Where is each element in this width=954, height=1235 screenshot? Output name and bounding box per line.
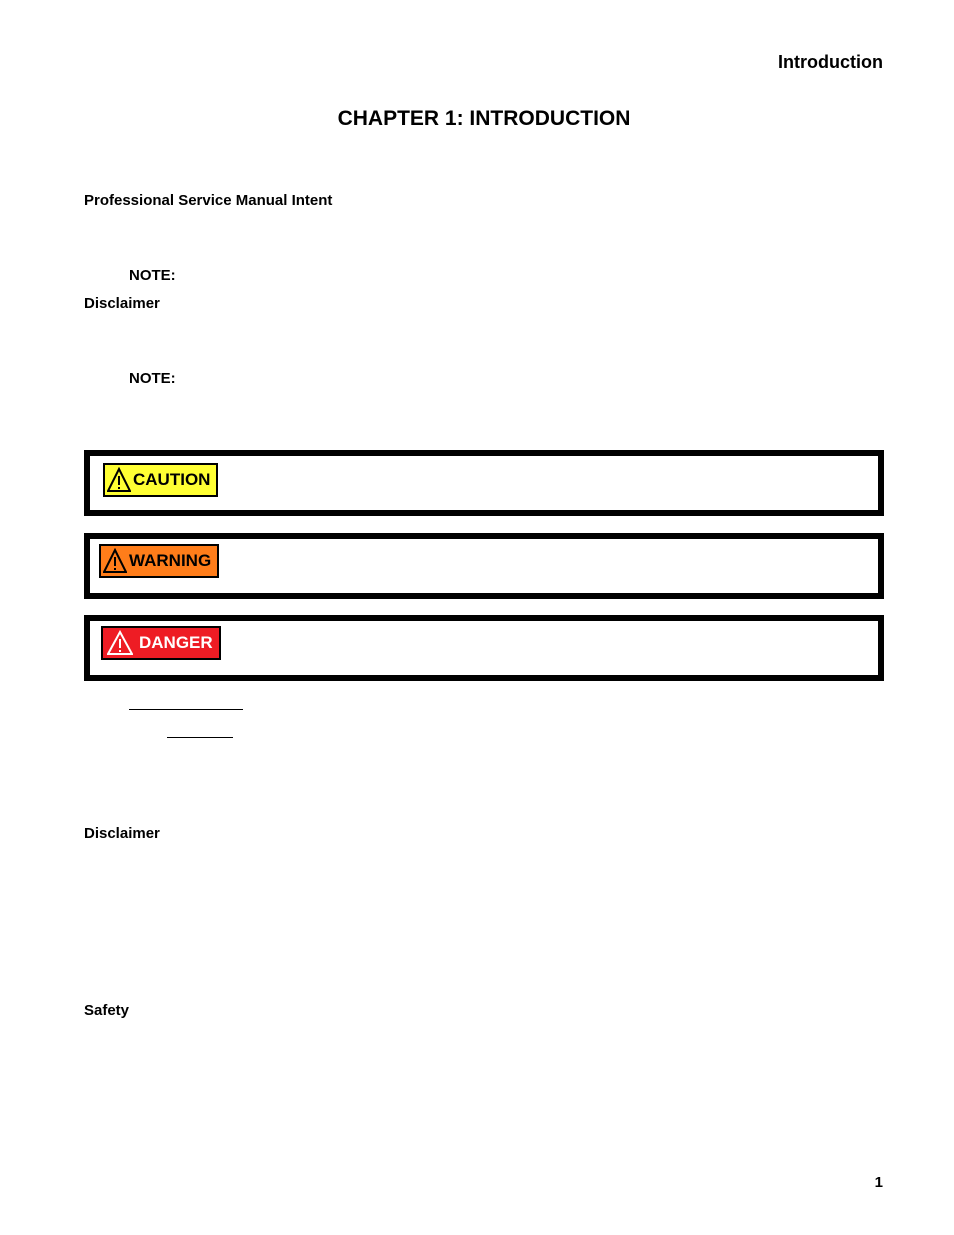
disclaimer-heading-1: Disclaimer	[84, 295, 160, 312]
danger-label: DANGER	[139, 633, 213, 652]
warning-triangle-icon	[107, 467, 133, 493]
chapter-title: CHAPTER 1: INTRODUCTION	[337, 107, 631, 130]
running-header-title: Introduction	[778, 52, 883, 72]
warning-badge	[99, 544, 219, 578]
page-number: 1	[874, 1174, 883, 1191]
warning-triangle-icon	[103, 548, 129, 574]
caution-label: CAUTION	[133, 470, 211, 489]
caution-box	[84, 450, 884, 516]
note-label-2: NOTE:	[129, 370, 176, 387]
warning-label: WARNING	[129, 551, 212, 570]
underline-rule-2	[167, 737, 233, 738]
intent-heading: Professional Service Manual Intent	[84, 192, 333, 209]
underline-rule-1	[129, 709, 243, 710]
safety-heading: Safety	[84, 1002, 130, 1019]
caution-badge	[103, 463, 218, 497]
danger-badge	[101, 626, 221, 660]
disclaimer-heading-2: Disclaimer	[84, 825, 160, 842]
danger-triangle-icon	[107, 630, 135, 656]
warning-box	[84, 533, 884, 599]
danger-box	[84, 615, 884, 681]
note-label-1: NOTE:	[129, 267, 176, 284]
